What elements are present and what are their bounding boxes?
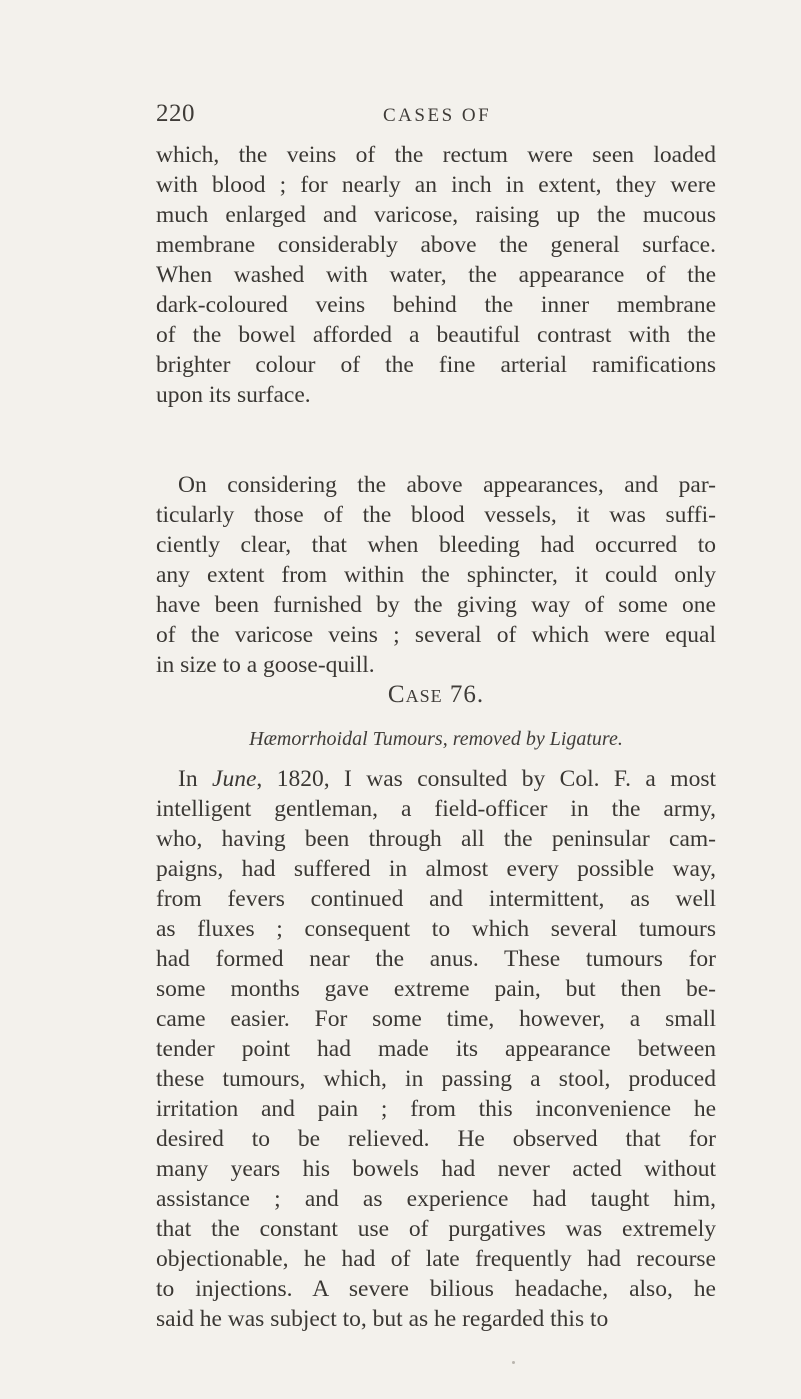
text-line: who, having been through all the peninsular cam- [156, 826, 716, 852]
text-line: that the constant use of purgatives was extremely [156, 1216, 716, 1242]
text-line: membrane considerably above the general surface. [156, 232, 716, 258]
text-line: tender point had made its appearance between [156, 1036, 716, 1062]
text-line: of the varicose veins ; several of which were equal [156, 622, 716, 648]
text-line: in size to a goose-quill. [156, 652, 375, 678]
text-line: any extent from within the sphincter, it could only [156, 562, 716, 588]
text-line: ciently clear, that when bleeding had occurred to [156, 532, 716, 558]
text-line: to injections. A severe bilious headache, also, he [156, 1276, 716, 1302]
text-line: which, the veins of the rectum were seen loaded [156, 142, 716, 168]
text-line: of the bowel afforded a beautiful contrast with the [156, 322, 716, 348]
running-title: CASES OF [383, 105, 492, 126]
paragraph-1 [156, 140, 716, 410]
text-line: with blood ; for nearly an inch in extent, they were [156, 172, 716, 198]
text-line: as fluxes ; consequent to which several tumours [156, 916, 716, 942]
text-line: intelligent gentleman, a field-officer in the army, [156, 796, 716, 822]
text-line: many years his bowels had never acted without [156, 1156, 716, 1182]
case-subtitle: Hæmorrhoidal Tumours, removed by Ligature. [249, 728, 623, 750]
text-line: When washed with water, the appearance of the [156, 262, 716, 288]
text-line: ticularly those of the blood vessels, it was suffi- [156, 502, 716, 528]
text-line: these tumours, which, in passing a stool, produced [156, 1066, 716, 1092]
text-line: from fevers continued and intermittent, as well [156, 886, 716, 912]
paragraph-3 [156, 764, 716, 1334]
text-line: have been furnished by the giving way of some one [156, 592, 716, 618]
text-line: On considering the above appearances, and par- [178, 472, 716, 498]
text-line: came easier. For some time, however, a small [156, 1006, 716, 1032]
case-heading-word: Case [387, 681, 443, 708]
text-line: irritation and pain ; from this inconvenience he [156, 1096, 716, 1122]
text-line: much enlarged and varicose, raising up the mucous [156, 202, 716, 228]
text-line: had formed near the anus. These tumours for [156, 946, 716, 972]
text-line: desired to be relieved. He observed that for [156, 1126, 716, 1152]
text-line: said he was subject to, but as he regarded this to [156, 1306, 609, 1332]
text-line: objectionable, he had of late frequently had recourse [156, 1246, 716, 1272]
text-line: In June, 1820, I was consulted by Col. F. a most [178, 766, 716, 792]
text-line: assistance ; and as experience had taught him, [156, 1186, 716, 1212]
page-number: 220 [156, 100, 195, 127]
text-line: paigns, had suffered in almost every possible way, [156, 856, 716, 882]
text-line: brighter colour of the fine arterial ramifications [156, 352, 716, 378]
paragraph-2 [156, 470, 716, 680]
text-line: some months gave extreme pain, but then be- [156, 976, 716, 1002]
paper-speck [512, 1361, 515, 1364]
text-line: upon its surface. [156, 382, 311, 408]
case-heading: Case 76. [387, 681, 485, 708]
running-head [156, 100, 716, 140]
italic-month: June [212, 766, 257, 792]
text-line: dark-coloured veins behind the inner membrane [156, 292, 716, 318]
